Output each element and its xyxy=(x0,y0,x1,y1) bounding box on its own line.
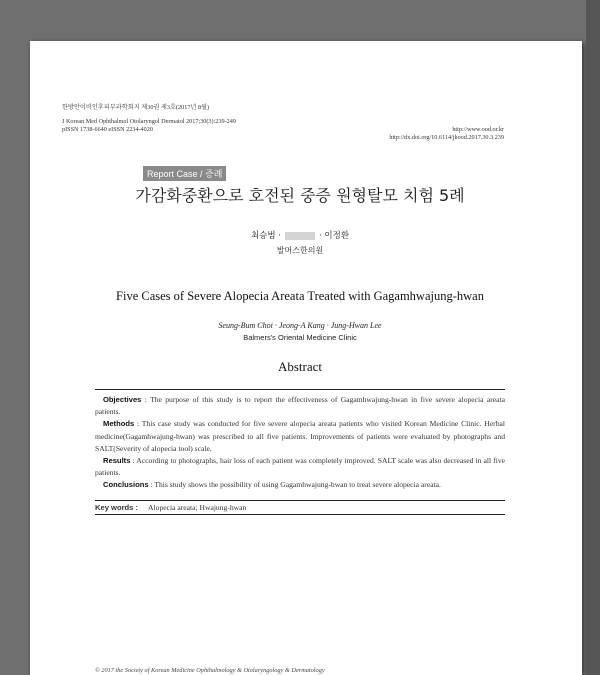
methods-label: Methods xyxy=(103,419,135,429)
authors-korean xyxy=(0,229,600,241)
author-first-kr: 최승범 · xyxy=(250,231,281,241)
keywords-value: Alopecia areata; Hwajung-hwan xyxy=(148,503,247,512)
abstract-methods xyxy=(95,418,505,455)
title-korean: 가감화중환으로 호전된 중증 원형탈모 치험 5례 xyxy=(135,186,465,205)
abstract-body xyxy=(95,394,505,492)
authors-english: Seung-Bum Choi · Jeong-A Kang · Jung-Hwan Lee xyxy=(218,321,382,330)
journal-issn: pISSN 1738-6640 eISSN 2234-4020 xyxy=(62,126,153,133)
journal-url[interactable]: http://www.ood.or.kr xyxy=(452,126,504,133)
abstract-results xyxy=(95,455,505,479)
affiliation-korean: 발머스한의원 xyxy=(276,246,324,255)
keywords-label: Key words : xyxy=(95,503,139,512)
journal-citation: J Korean Med Ophthalmol Otolaryngol Dermatol 2017;30(3):239-249 xyxy=(62,118,236,125)
copyright-footer: © 2017 the Society of Korean Medicine Ophthalmology & Otolaryngology & Dermatology xyxy=(95,667,325,674)
abstract-top-rule xyxy=(95,389,505,390)
keywords xyxy=(95,503,246,512)
results-text: : According to photographs, hair loss of each patient was completely improved. SALT scale was also decreased in all five patients. xyxy=(95,456,505,478)
conclusions-text: : This study shows the possibility of using Gagamhwajung-hwan to treat severe alopecia areata. xyxy=(148,480,441,490)
results-label: Results xyxy=(103,456,131,466)
affiliation-english: Balmers's Oriental Medicine Clinic xyxy=(243,333,357,342)
abstract-heading: Abstract xyxy=(277,359,323,374)
abstract-conclusions xyxy=(95,479,505,491)
objectives-text: : The purpose of this study is to report the effectiveness of Gagamhwajung-hwan in five severe alopecia areata patients. xyxy=(95,395,505,417)
title-english: Five Cases of Severe Alopecia Areata Treated with Gagamhwajung-hwan xyxy=(116,289,484,303)
methods-text: : This case study was conducted for five severe alopecia areata patients who visited Korean Medicine Clinic. Herbal medicine(Gagamhwajung-hwan) was prescribed to all five patients. Improvements of patients were evaluated by photographs and SALT(Severity of alopecia tool) scale. xyxy=(95,419,505,453)
abstract-bottom-rule xyxy=(95,500,505,501)
keywords-bottom-rule xyxy=(95,514,505,515)
redacted-author xyxy=(285,232,315,240)
journal-header-left xyxy=(62,104,236,134)
journal-header-right xyxy=(389,126,504,142)
case-report-tag: Report Case / 증례 xyxy=(143,166,226,181)
journal-name-kr: 한방안이비인후피부과학회지 제30권 제3호(2017년 8월) xyxy=(62,104,210,111)
conclusions-label: Conclusions xyxy=(103,480,149,490)
objectives-label: Objectives xyxy=(103,395,142,404)
journal-doi[interactable]: http://dx.doi.org/10.6114/jkood.2017.30.3.239 xyxy=(389,134,504,141)
abstract-objectives xyxy=(95,394,505,418)
author-last-kr: · 이정환 xyxy=(319,231,350,241)
